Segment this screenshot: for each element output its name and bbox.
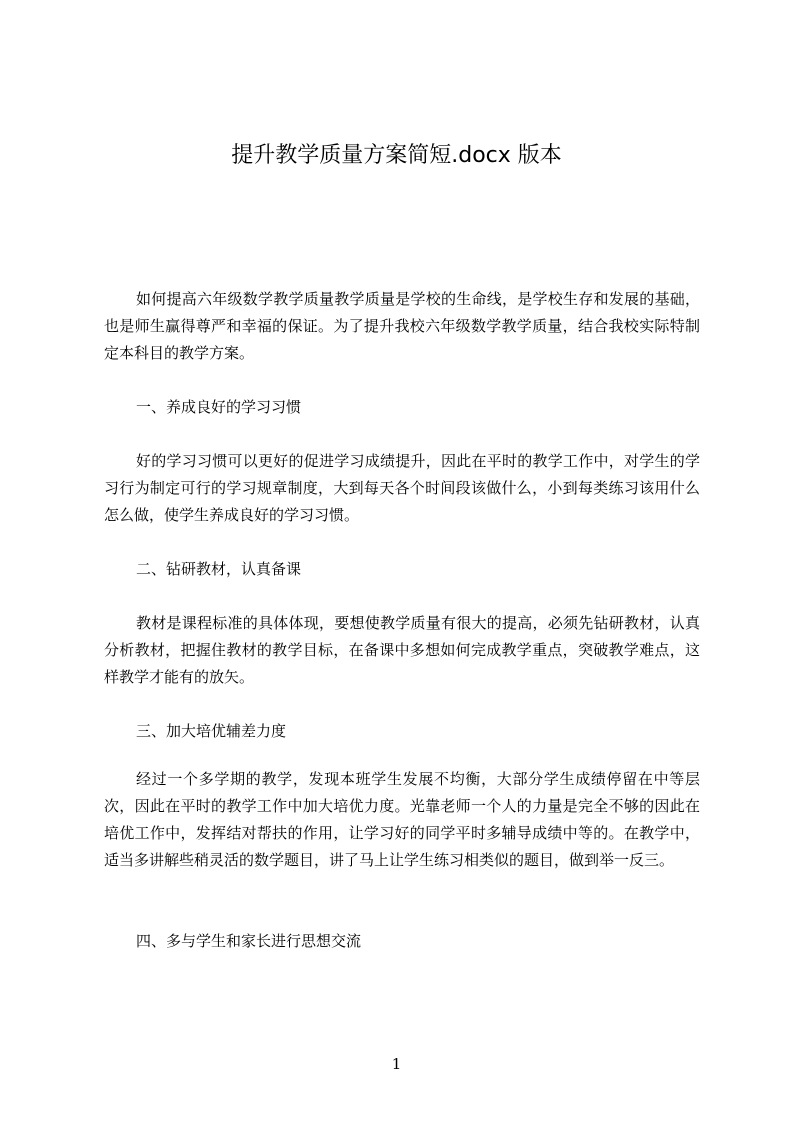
section-body-1: 好的学习习惯可以更好的促进学习成绩提升，因此在平时的教学工作中，对学生的学习行为制定可行的学习规章制度，大到每天各个时间段该做什么，小到每类练习该用什么怎么做，使学生养成良好的学习习惯。 bbox=[104, 452, 700, 524]
page-number: 1 bbox=[391, 1055, 402, 1073]
section-body-2: 教材是课程标准的具体体现，要想使教学质量有很大的提高，必须先钻研教材，认真分析教材，把握住教材的教学目标，在备课中多想如何完成教学重点，突破教学难点，这样教学才能有的放矢。 bbox=[104, 614, 700, 686]
section-heading-1: 一、养成良好的学习习惯 bbox=[136, 398, 302, 416]
section-heading-2: 二、钻研教材，认真备课 bbox=[136, 560, 302, 578]
intro-paragraph: 如何提高六年级数学教学质量教学质量是学校的生命线，是学校生存和发展的基础，也是师生赢得尊严和幸福的保证。为了提升我校六年级数学教学质量，结合我校实际特制定本科目的教学方案。 bbox=[104, 290, 700, 362]
section-heading-4: 四、多与学生和家长进行思想交流 bbox=[136, 932, 362, 950]
document-title: 提升教学质量方案简短.docx 版本 bbox=[231, 143, 562, 168]
section-body-3: 经过一个多学期的教学，发现本班学生发展不均衡，大部分学生成绩停留在中等层次，因此在平时的教学工作中加大培优力度。光靠老师一个人的力量是完全不够的因此在培优工作中，发挥结对帮扶的作用，让学习好的同学平时多辅导成绩中等的。在教学中，适当多讲解些稍灵活的数学题目，讲了马上让学生练习相类似的题目，做到举一反三。 bbox=[104, 770, 700, 869]
section-heading-3: 三、加大培优辅差力度 bbox=[136, 722, 287, 740]
